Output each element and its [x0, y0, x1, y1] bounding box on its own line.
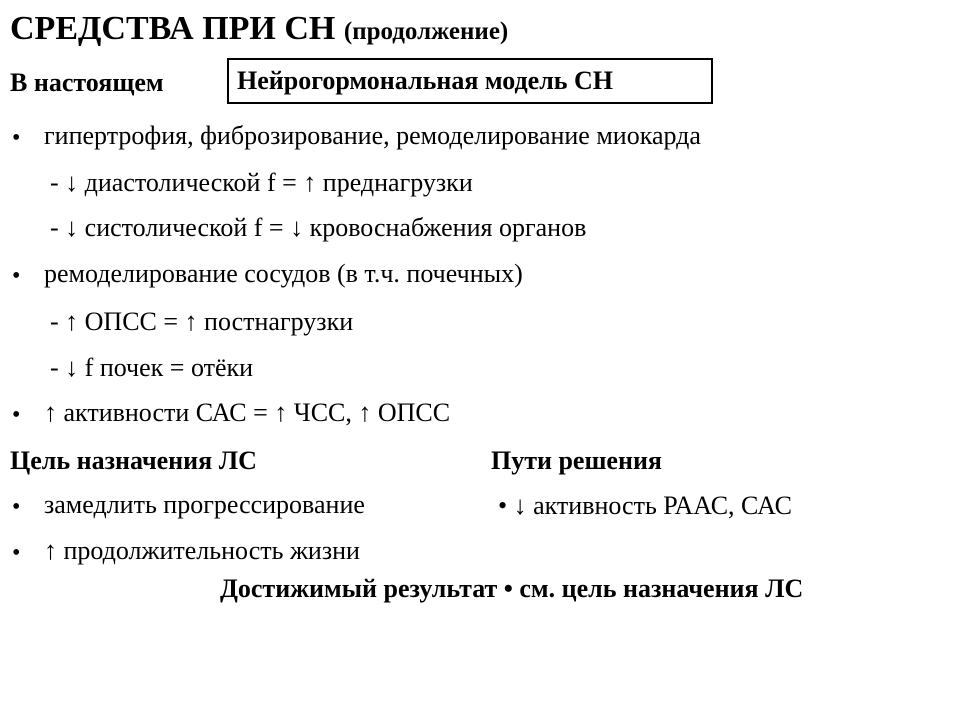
bullet-item-sas-activity: ↑ активности САС = ↑ ЧСС, ↑ ОПСС [44, 398, 451, 427]
page-title [10, 12, 508, 46]
present-label: В настоящем [10, 68, 164, 97]
sub-item-systolic: - ↓ систолической f = ↓ кровоснабжения органов [50, 213, 587, 242]
bullet-marker: • [12, 402, 21, 428]
goal-item-slow-progression: замедлить прогрессирование [44, 490, 365, 519]
model-box: Нейрогормональная модель СН [227, 58, 713, 104]
sub-item-kidneys: - ↓ f почек = отёки [50, 353, 254, 382]
sub-item-diastolic: - ↓ диастолической f = ↑ преднагрузки [50, 168, 473, 197]
goal-heading: Цель назначения ЛС [10, 446, 257, 475]
title-main: СРЕДСТВА ПРИ СН [10, 10, 336, 47]
achievable-result: Достижимый результат • см. цель назначения ЛС [220, 574, 804, 603]
bullet-marker: • [12, 263, 21, 289]
sub-item-opss: - ↑ ОПСС = ↑ постнагрузки [50, 307, 354, 336]
solutions-heading: Пути решения [491, 446, 662, 475]
bullet-marker: • [12, 494, 21, 520]
goal-item-life-duration: ↑ продолжительность жизни [44, 536, 360, 565]
title-subtitle: (продолжение) [343, 18, 509, 45]
bullet-marker: • [12, 540, 21, 566]
bullet-item-remodeling-myocardium: гипертрофия, фиброзирование, ремоделирование миокарда [44, 121, 701, 150]
bullet-marker: • [12, 125, 21, 151]
bullet-item-vascular-remodeling: ремоделирование сосудов (в т.ч. почечных) [44, 259, 523, 288]
solutions-item: • ↓ активность РААС, САС [498, 491, 792, 520]
